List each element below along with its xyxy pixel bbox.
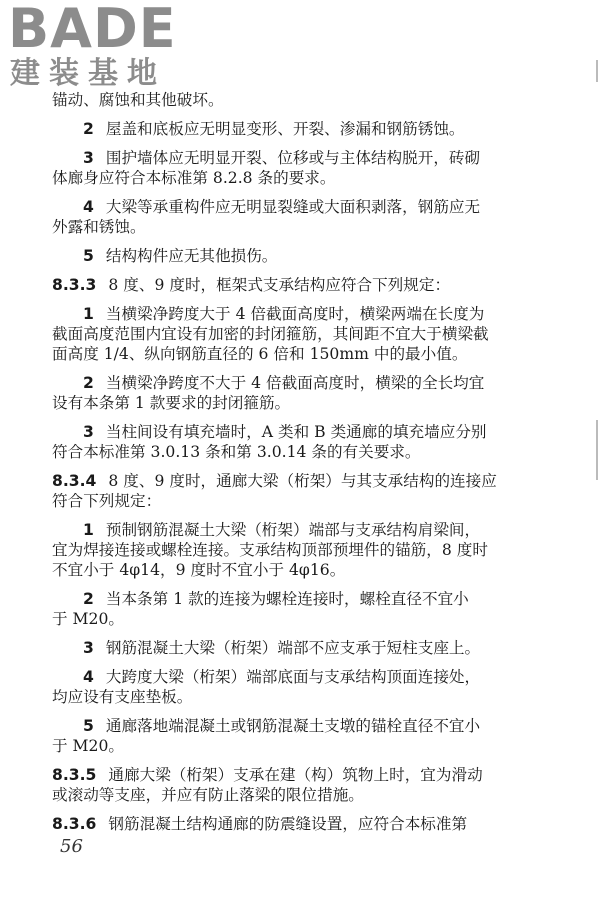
text-line xyxy=(52,814,532,834)
clause-number: 8.3.5 xyxy=(52,766,97,784)
clause-number: 1 xyxy=(83,521,94,539)
text-line xyxy=(52,736,532,756)
clause-number: 8.3.4 xyxy=(52,472,97,490)
text-line xyxy=(52,373,532,393)
clause-number: 4 xyxy=(83,668,94,686)
clause-number: 2 xyxy=(83,590,94,608)
clause-text: 当横梁净跨度不大于 4 倍截面高度时，横梁的全长均宜 xyxy=(105,374,485,392)
logo-subtitle: 建装基地 xyxy=(10,56,166,91)
clause-text: 不宜小于 4φ14，9 度时不宜小于 4φ16。 xyxy=(52,561,346,579)
text-line xyxy=(52,246,532,266)
clause-text: 均应设有支座垫板。 xyxy=(52,688,193,706)
scan-edge-mark xyxy=(596,60,598,82)
clause-number: 2 xyxy=(83,120,94,138)
text-line xyxy=(52,609,532,629)
text-line xyxy=(52,275,532,295)
clause-text: 宜为焊接连接或螺栓连接。支承结构顶部预埋件的锚筋，8 度时 xyxy=(52,541,488,559)
text-line xyxy=(52,540,532,560)
clause-text: 8 度、9 度时，框架式支承结构应符合下列规定： xyxy=(108,276,451,294)
page-body xyxy=(52,90,532,834)
page-number: 56 xyxy=(60,836,83,857)
text-line xyxy=(52,491,532,511)
text-line xyxy=(52,785,532,805)
clause-number: 3 xyxy=(83,639,94,657)
clause-text: 于 M20。 xyxy=(52,610,124,628)
text-line xyxy=(52,560,532,580)
clause-text: 于 M20。 xyxy=(52,737,124,755)
clause-number: 2 xyxy=(83,374,94,392)
text-line xyxy=(52,148,532,168)
text-line xyxy=(52,589,532,609)
text-line xyxy=(52,716,532,736)
clause-number: 8.3.6 xyxy=(52,815,97,833)
text-line xyxy=(52,393,532,413)
text-line xyxy=(52,638,532,658)
clause-text: 符合本标准第 3.0.13 条和第 3.0.14 条的有关要求。 xyxy=(52,443,421,461)
logo xyxy=(8,2,178,94)
text-line xyxy=(52,90,532,110)
logo-wordmark: BADE xyxy=(8,0,177,60)
clause-text: 符合下列规定： xyxy=(52,492,162,510)
text-line xyxy=(52,442,532,462)
text-line xyxy=(52,197,532,217)
clause-number: 3 xyxy=(83,423,94,441)
text-line xyxy=(52,119,532,139)
clause-text: 锚动、腐蚀和其他破坏。 xyxy=(52,91,224,109)
text-line xyxy=(52,520,532,540)
text-line xyxy=(52,422,532,442)
clause-text: 当本条第 1 款的连接为螺栓连接时，螺栓直径不宜小 xyxy=(105,590,469,608)
clause-text: 或滚动等支座，并应有防止落梁的限位措施。 xyxy=(52,786,364,804)
clause-text: 通廊大梁（桁架）支承在建（构）筑物上时，宜为滑动 xyxy=(108,766,483,784)
clause-text: 当柱间设有填充墙时，A 类和 B 类通廊的填充墙应分别 xyxy=(105,423,487,441)
text-line xyxy=(52,687,532,707)
text-line xyxy=(52,324,532,344)
clause-number: 5 xyxy=(83,247,94,265)
text-line xyxy=(52,304,532,324)
clause-text: 外露和锈蚀。 xyxy=(52,218,146,236)
clause-text: 8 度、9 度时，通廊大梁（桁架）与其支承结构的连接应 xyxy=(108,472,497,490)
clause-text: 当横梁净跨度大于 4 倍截面高度时，横梁两端在长度为 xyxy=(105,305,485,323)
clause-text: 围护墙体应无明显开裂、位移或与主体结构脱开，砖砌 xyxy=(105,149,481,167)
clause-text: 大梁等承重构件应无明显裂缝或大面积剥落，钢筋应无 xyxy=(105,198,481,216)
text-line xyxy=(52,168,532,188)
clause-text: 体廊身应符合本标准第 8.2.8 条的要求。 xyxy=(52,169,336,187)
clause-number: 3 xyxy=(83,149,94,167)
clause-text: 截面高度范围内宜设有加密的封闭箍筋，其间距不宜大于横梁截 xyxy=(52,325,489,343)
clause-number: 8.3.3 xyxy=(52,276,97,294)
clause-text: 设有本条第 1 款要求的封闭箍筋。 xyxy=(52,394,291,412)
text-line xyxy=(52,765,532,785)
clause-number: 4 xyxy=(83,198,94,216)
clause-number: 5 xyxy=(83,717,94,735)
scan-edge-mark xyxy=(596,420,598,480)
text-line xyxy=(52,667,532,687)
clause-text: 面高度 1/4、纵向钢筋直径的 6 倍和 150mm 中的最小值。 xyxy=(52,345,468,363)
text-line xyxy=(52,217,532,237)
clause-text: 结构构件应无其他损伤。 xyxy=(105,247,278,265)
clause-text: 钢筋混凝土大梁（桁架）端部不应支承于短柱支座上。 xyxy=(105,639,481,657)
clause-text: 钢筋混凝土结构通廊的防震缝设置，应符合本标准第 xyxy=(108,815,468,833)
clause-text: 通廊落地端混凝土或钢筋混凝土支墩的锚栓直径不宜小 xyxy=(105,717,481,735)
clause-text: 预制钢筋混凝土大梁（桁架）端部与支承结构肩梁间， xyxy=(105,521,481,539)
text-line xyxy=(52,344,532,364)
clause-text: 屋盖和底板应无明显变形、开裂、渗漏和钢筋锈蚀。 xyxy=(105,120,465,138)
text-line xyxy=(52,471,532,491)
clause-text: 大跨度大梁（桁架）端部底面与支承结构顶面连接处， xyxy=(105,668,481,686)
clause-number: 1 xyxy=(83,305,94,323)
